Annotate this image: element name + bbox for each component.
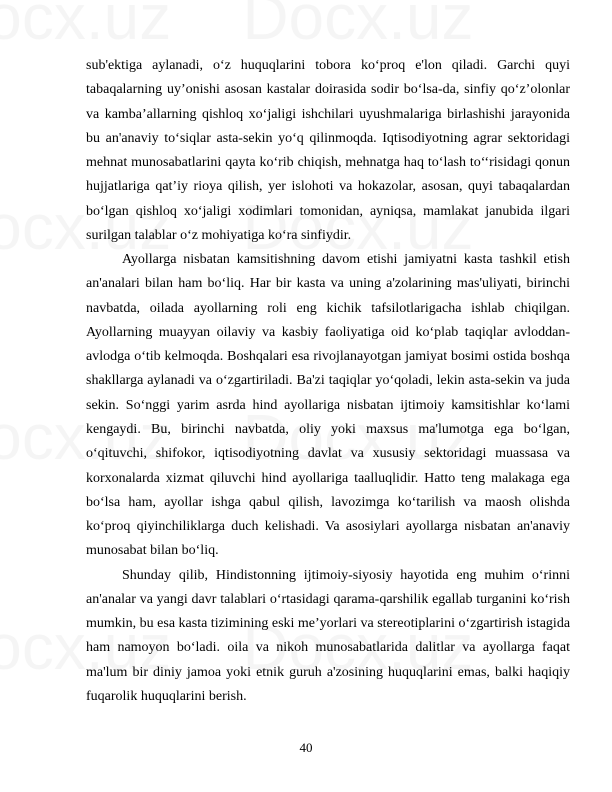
- text-line: korxonalarda xizmat qiluvchi hind ayollariga taalluqlidir. Hatto teng malakaga ega: [86, 470, 570, 486]
- text-line: Ayollarga nisbatan kamsitishning davom etishi jamiyatni kasta tashkil etish: [122, 252, 570, 268]
- text-line: mehnat munosabatlarini qayta ko‘rib chiqish, mehnatga haq to‘lash to‘‘risidagi qonun: [86, 155, 570, 171]
- text-line: kengaydi. Bu, birinchi navbatda, oliy yoki maxsus ma'lumotga ega bo‘lgan,: [86, 421, 570, 437]
- text-line: an'analar va yangi davr talablari o‘rtasidagi qarama-qarshilik egallab turganini ko‘rish: [86, 591, 570, 607]
- text-line: bo‘lsa ham, ayollar ishga qabul qilish, lavozimga ko‘tarilish va maosh olishda: [86, 494, 570, 510]
- watermark: [0, 0, 474, 54]
- text-line: avlodga o‘tib kelmoqda. Boshqalari esa rivojlanayotgan jamiyat bosimi ostida boshqa: [86, 349, 570, 365]
- document-body: [86, 54, 570, 709]
- text-line: tabaqalarning uy’onishi asosan kastalar doirasida sodir bo‘lsa-da, sinfiy qo‘z’olonlar: [86, 82, 570, 98]
- text-line: bu an'anaviy to‘siqlar asta-sekin yo‘q qilinmoqda. Iqtisodiyotning agrar sektoridagi: [86, 130, 570, 146]
- text-line: mumkin, bu esa kasta tizimining eski me’yorlari va stereotiplarini o‘zgartirish istagida: [86, 616, 571, 632]
- text-line: ma'lum bir diniy jamoa yoki etnik guruh a'zosining huquqlarini emas, balki haqiqiy: [86, 664, 570, 680]
- text-line: hujjatlariga qat’iy rioya qilish, yer islohoti va hokazolar, asosan, quyi tabaqalardan: [86, 179, 570, 195]
- page-number: 40: [299, 740, 313, 755]
- text-line: sekin. So‘nggi yarim asrda hind ayollariga nisbatan ijtimoiy kamsitishlar ko‘lami: [86, 397, 570, 413]
- text-line: va kamba’allarning qishloq xo‘jaligi ishchilari uyushmalariga birlashishi jarayonida: [86, 106, 570, 122]
- text-line: Ayollarning muayyan oilaviy va kasbiy faoliyatiga oid ko‘plab taqiqlar avloddan-: [86, 324, 570, 340]
- text-line: Shunday qilib, Hindistonning ijtimoiy-siyosiy hayotida eng muhim o‘rinni: [122, 567, 570, 583]
- text-line: ham namoyon bo‘ladi. oila va nikoh munosabatlarida dalitlar va ayollarga faqat: [86, 640, 570, 656]
- paragraph: [86, 248, 570, 563]
- text-line: an'analari bilan ham bo‘liq. Har bir kasta va uning a'zolarining mas'uliyati, birinchi: [86, 276, 570, 292]
- text-line: shakllarga aylanadi va o‘zgartiriladi. Ba'zi taqiqlar yo‘qoladi, lekin asta-sekin va juda: [86, 373, 570, 389]
- paragraph: [86, 564, 570, 710]
- text-line: bo‘lgan qishloq xo‘jaligi xodimlari tomonidan, ayniqsa, mamlakat janubida ilgari: [86, 203, 570, 219]
- text-line: munosabat bilan bo‘liq.: [86, 543, 219, 559]
- text-line: surilgan talablar o‘z mohiyatiga ko‘ra sinfiydir.: [86, 227, 352, 243]
- paragraph: [86, 54, 570, 248]
- text-line: o‘qituvchi, shifokor, iqtisodiyotning davlat va xususiy sektoridagi muassasa va: [86, 446, 570, 462]
- text-line: navbatda, oilada ayollarning roli eng kichik tafsilotlarigacha ishlab chiqilgan.: [86, 300, 570, 316]
- text-line: fuqarolik huquqlarini berish.: [86, 688, 247, 704]
- text-line: sub'ektiga aylanadi, o‘z huquqlarini tobora ko‘proq e'lon qiladi. Garchi quyi: [86, 58, 570, 73]
- text-line: ko‘proq qiyinchiliklarga duch kelishadi. Va asosiylari ayollarga nisbatan an'anaviy: [86, 519, 570, 535]
